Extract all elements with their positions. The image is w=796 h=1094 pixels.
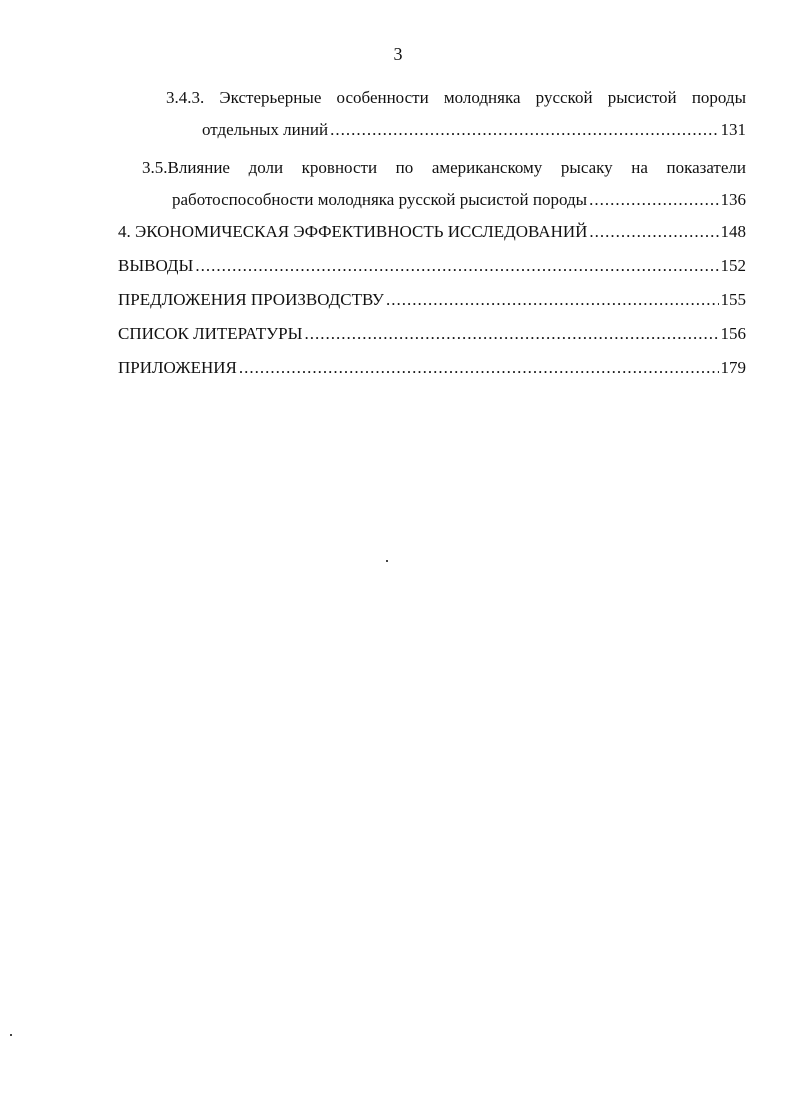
- toc-entry-title-line: 3.5.Влияние доли кровности по американскому рысаку на показатели: [142, 158, 746, 177]
- toc-entry-3-4-3: [166, 86, 746, 142]
- toc-entry-page: 156: [720, 324, 746, 343]
- toc-entry-3-5: [142, 156, 746, 212]
- dot-leader: [386, 288, 719, 312]
- toc-entry-title: СПИСОК ЛИТЕРАТУРЫ: [118, 324, 303, 343]
- toc-entry-conclusions: [118, 254, 746, 278]
- dot-leader: [195, 254, 718, 278]
- toc-entry-proposals: [118, 288, 746, 312]
- toc-entry-title: ВЫВОДЫ: [118, 256, 194, 275]
- toc-entry-page: 155: [720, 290, 746, 309]
- dot-leader: [304, 322, 718, 346]
- toc-entry-leader-line: [118, 356, 746, 380]
- toc-entry-leader-line: [118, 254, 746, 278]
- toc-entry-title-end: отдельных линий: [202, 120, 329, 139]
- dot-leader: [330, 118, 718, 142]
- toc-entry-title: ПРЕДЛОЖЕНИЯ ПРОИЗВОДСТВУ: [118, 290, 384, 309]
- scan-speck: [10, 1034, 12, 1036]
- dot-leader: [589, 220, 718, 244]
- toc-entry-title: ПРИЛОЖЕНИЯ: [118, 358, 237, 377]
- toc-entry-page: 148: [720, 222, 746, 241]
- toc-entry-leader-line: [142, 188, 746, 212]
- toc-entry-leader-line: [118, 220, 746, 244]
- toc-entry-page: 179: [720, 358, 746, 377]
- table-of-contents: [118, 86, 746, 380]
- toc-entry-leader-line: [118, 322, 746, 346]
- toc-entry-4: [118, 220, 746, 244]
- toc-entry-leader-line: [166, 118, 746, 142]
- toc-entry-page: 136: [720, 190, 746, 209]
- toc-entry-title-line: 3.4.3. Экстерьерные особенности молодняка русской рысистой породы: [166, 88, 746, 107]
- toc-entry-title-end: работоспособности молодняка русской рысистой породы: [172, 190, 588, 209]
- dot-leader: [239, 356, 719, 380]
- scan-speck: [386, 560, 388, 562]
- toc-entry-page: 131: [720, 120, 746, 139]
- page-number: 3: [393, 44, 403, 64]
- toc-entry-page: 152: [720, 256, 746, 275]
- toc-entry-appendices: [118, 356, 746, 380]
- toc-entry-title: 4. ЭКОНОМИЧЕСКАЯ ЭФФЕКТИВНОСТЬ ИССЛЕДОВАНИЙ: [118, 222, 588, 241]
- toc-entry-leader-line: [118, 288, 746, 312]
- toc-entry-references: [118, 322, 746, 346]
- dot-leader: [589, 188, 718, 212]
